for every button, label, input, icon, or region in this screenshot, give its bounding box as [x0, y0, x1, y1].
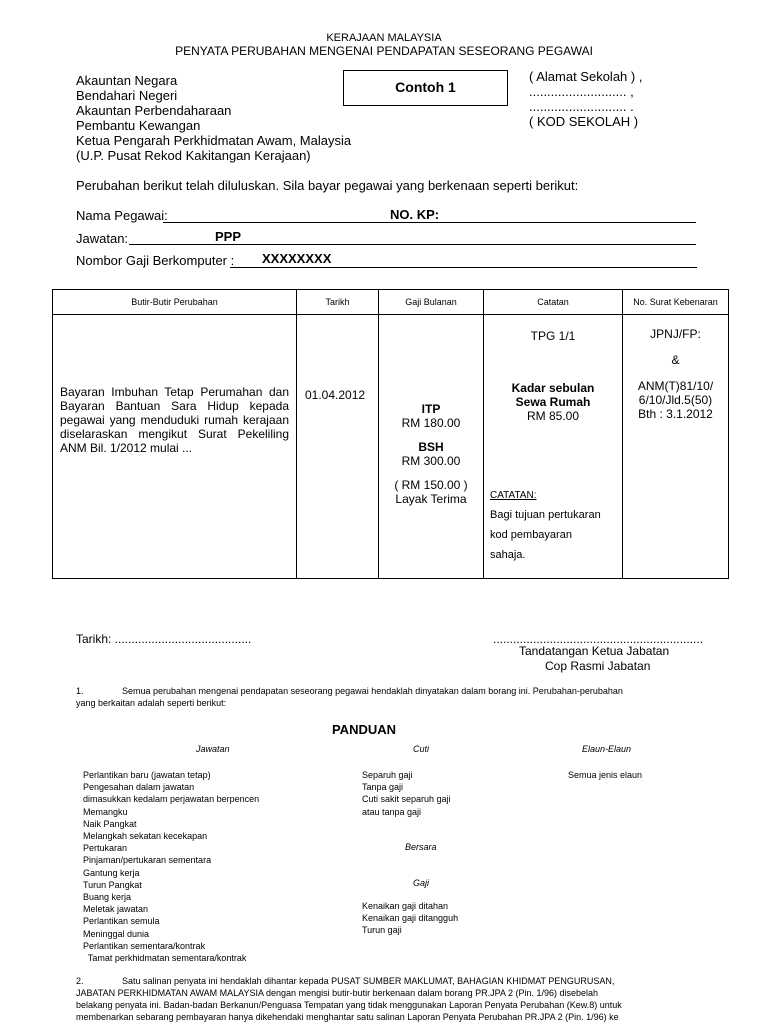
signature-dots: ............................................................... — [493, 632, 704, 646]
school-address — [529, 69, 642, 129]
catatan-cell — [484, 315, 623, 579]
header-title-2: PENYATA PERUBAHAN MENGENAI PENDAPATAN SESEORANG PEGAWAI — [175, 44, 593, 58]
signature-label: Tandatangan Ketua Jabatan — [519, 644, 670, 658]
catatan-note-line: Bagi tujuan pertukaran — [490, 509, 601, 521]
col-header-surat: No. Surat Kebenaran — [623, 290, 729, 315]
col-header-catatan: Catatan — [484, 290, 623, 315]
school-code: ( KOD SEKOLAH ) — [529, 114, 639, 129]
catatan-note-line: kod pembayaran — [490, 529, 572, 541]
list-item: Cuti sakit separuh gaji — [362, 794, 451, 805]
butir-text: Bayaran Imbuhan Tetap Perumahan dan Bayaran Bantuan Sara Hidup kepada pegawai yang menduduki rumah kerajaan diselaraskan mengikut Surat Pekeliling ANM Bil. 1/2012 mulai ... — [60, 385, 289, 455]
list-item: Pinjaman/pertukaran sementara — [83, 855, 212, 866]
list-item: Pertukaran — [83, 843, 128, 854]
list-item: Separuh gaji — [362, 770, 413, 780]
no-kp-label: NO. KP: — [390, 207, 440, 222]
school-address-line: ........................... , — [529, 84, 634, 99]
list-item: Melangkah sekatan kecekapan — [83, 831, 208, 842]
para2-text: Satu salinan penyata ini hendaklah dihantar kepada PUSAT SUMBER MAKLUMAT, BAHAGIAN KHIDMAT PENGURUSAN, — [122, 976, 615, 986]
school-address-line: ........................... . — [529, 99, 634, 114]
panduan-elaun-list — [568, 769, 642, 781]
list-item: Semua jenis elaun — [568, 770, 643, 780]
panduan-title: PANDUAN — [331, 722, 397, 737]
addressee: Ketua Pengarah Perkhidmatan Awam, Malaysia — [76, 133, 352, 148]
cop-label: Cop Rasmi Jabatan — [545, 659, 651, 673]
tarikh-value: 01.04.2012 — [305, 388, 366, 402]
table-header-row — [53, 290, 729, 315]
addressee-list — [76, 73, 351, 163]
layak-value: ( RM 150.00 ) — [394, 478, 468, 492]
bsh-label: BSH — [418, 440, 444, 454]
panduan-bersara: Bersara — [405, 842, 437, 852]
addressee: Akauntan Perbendaharaan — [76, 103, 232, 118]
intro-text: Perubahan berikut telah diluluskan. Sila bayar pegawai yang berkenaan seperti berikut: — [76, 178, 579, 193]
tarikh-signature: Tarikh: ......................................... — [76, 632, 252, 646]
list-item: Perlantikan sementara/kontrak — [83, 940, 206, 951]
para2-text: membenarkan sebarang pembayaran hanya dikehendaki menghantar satu salinan Laporan Penyata Perubahan PR.JPA 2 (Pin. 1/96) ke — [76, 1012, 619, 1022]
panduan-col-jawatan: Jawatan — [196, 744, 230, 754]
gaji-cell — [379, 315, 484, 579]
jawatan-value: PPP — [215, 229, 242, 244]
list-item: atau tanpa gaji — [362, 806, 422, 817]
addressee: Bendahari Negeri — [76, 88, 178, 103]
list-item: Gantung kerja — [83, 867, 140, 878]
layak-label: Layak Terima — [395, 492, 467, 506]
list-item: Turun gaji — [362, 925, 402, 936]
list-item: Meninggal dunia — [83, 928, 150, 939]
tarikh-cell — [297, 315, 379, 579]
bsh-value: RM 300.00 — [401, 454, 461, 468]
list-item: Tanpa gaji — [362, 782, 404, 793]
list-item: Kenaikan gaji ditangguh — [362, 913, 459, 924]
catatan-note — [490, 505, 622, 565]
surat-line: ANM(T)81/10/ — [637, 379, 714, 393]
para2-text: JABATAN PERKHIDMATAN AWAM MALAYSIA dengan mengisi butir-butir berkenaan dalam borang PR.JPA 2 (Pin. 1/96) disebelah — [76, 988, 599, 998]
kadar-value: RM 85.00 — [526, 409, 580, 423]
list-item: Kenaikan gaji ditahan — [362, 901, 449, 911]
catatan-label: CATATAN: — [490, 490, 537, 501]
col-header-tarikh: Tarikh — [297, 290, 379, 315]
tpg-value: TPG 1/1 — [530, 329, 576, 343]
list-item: Pengesahan dalam jawatan — [83, 782, 195, 793]
changes-table — [52, 289, 729, 579]
jawatan-line[interactable] — [129, 244, 696, 245]
nombor-gaji-line[interactable] — [230, 267, 697, 268]
panduan-col-elaun: Elaun-Elaun — [582, 744, 632, 754]
addressee: Akauntan Negara — [76, 73, 178, 88]
surat-line: Bth : 3.1.2012 — [638, 407, 713, 421]
para1-text: yang berkaitan adalah seperti berikut: — [76, 698, 227, 708]
list-item: Memangku — [83, 806, 128, 817]
panduan-col-cuti: Cuti — [413, 744, 430, 754]
butir-cell — [53, 315, 297, 579]
panduan-cuti-list — [362, 769, 451, 818]
school-address-line: ( Alamat Sekolah ) , — [529, 69, 643, 84]
panduan-jawatan-list — [83, 769, 259, 964]
itp-label: ITP — [421, 402, 441, 416]
nombor-gaji-label: Nombor Gaji Berkomputer : — [76, 253, 235, 268]
surat-cell — [623, 315, 729, 579]
panduan-gaji-head: Gaji — [413, 878, 430, 888]
addressee: Pembantu Kewangan — [76, 118, 201, 133]
nombor-gaji-value: XXXXXXXX — [262, 251, 332, 266]
list-item: Buang kerja — [83, 892, 132, 903]
para2-number: 2. — [76, 976, 84, 986]
list-item: Perlantikan baru (jawatan tetap) — [83, 770, 211, 780]
col-header-gaji: Gaji Bulanan — [379, 290, 484, 315]
kadar-line2: Sewa Rumah — [515, 395, 591, 409]
nama-pegawai-line[interactable] — [163, 222, 696, 223]
surat-line: 6/10/Jld.5(50) — [638, 393, 713, 407]
contoh-box: Contoh 1 — [343, 70, 508, 106]
list-item: Meletak jawatan — [83, 904, 149, 915]
list-item: Turun Pangkat — [83, 879, 142, 890]
kadar-line1: Kadar sebulan — [511, 381, 595, 395]
surat-line: & — [671, 353, 680, 367]
nama-pegawai-label: Nama Pegawai: — [76, 208, 168, 223]
catatan-note-line: sahaja. — [490, 549, 526, 561]
table-row — [53, 315, 729, 579]
col-header-butir: Butir-Butir Perubahan — [53, 290, 297, 315]
list-item: dimasukkan kedalam perjawatan berpencen — [83, 794, 260, 805]
list-item: Perlantikan semula — [83, 916, 160, 927]
para1-number: 1. — [76, 686, 84, 696]
para1-text: Semua perubahan mengenai pendapatan seseorang pegawai hendaklah dinyatakan dalam borang ini. Perubahan-perubahan — [122, 686, 623, 696]
surat-line: JPNJ/FP: — [650, 327, 701, 341]
jawatan-label: Jawatan: — [76, 231, 129, 246]
list-item: Naik Pangkat — [83, 818, 137, 829]
para2-text: belakang penyata ini. Badan-badan Berkanun/Penguasa Tempatan yang tidak menggunakan Laporan Penyata Perubahan (Kew.8) untuk — [76, 1000, 622, 1010]
header-title-1: KERAJAAN MALAYSIA — [326, 32, 442, 44]
panduan-gaji-list — [362, 900, 458, 937]
itp-value: RM 180.00 — [401, 416, 461, 430]
addressee: (U.P. Pusat Rekod Kakitangan Kerajaan) — [76, 148, 311, 163]
list-item: Tamat perkhidmatan sementara/kontrak — [83, 953, 247, 964]
